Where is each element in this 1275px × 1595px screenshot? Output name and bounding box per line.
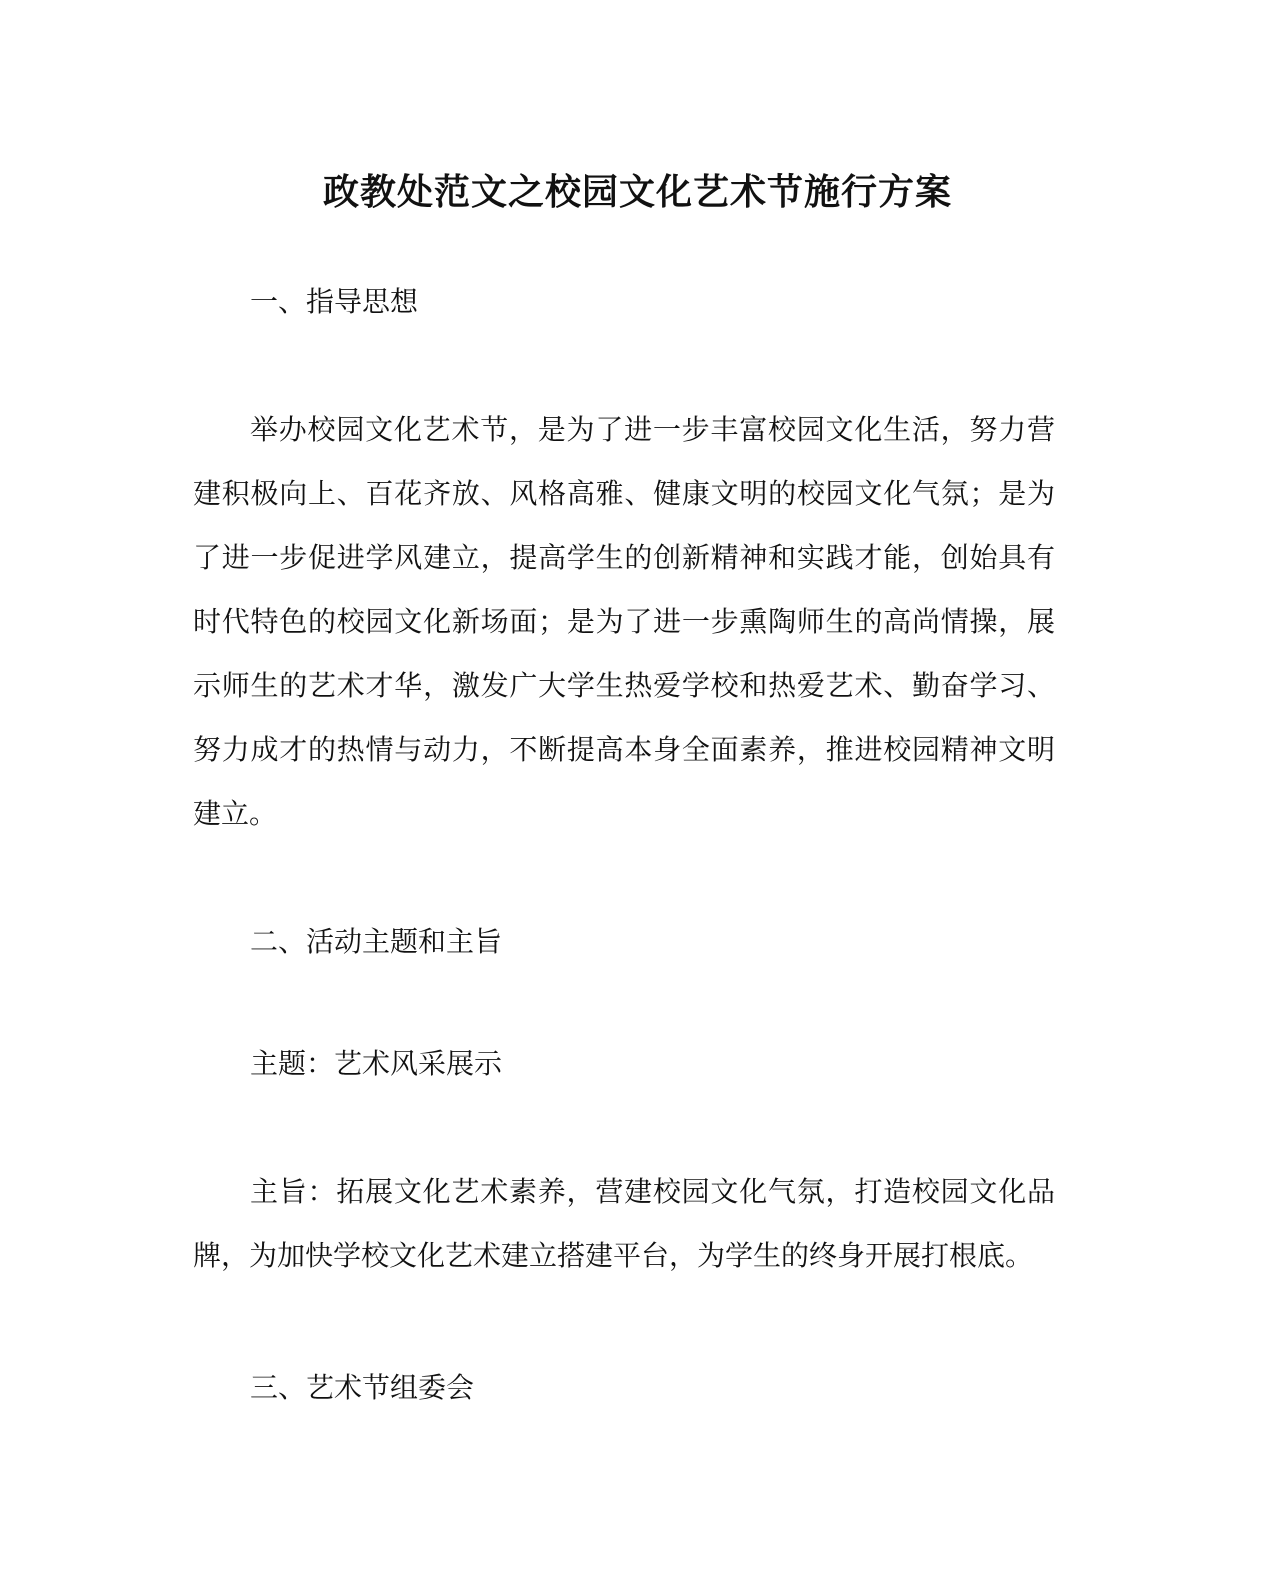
document-title: 政教处范文之校园文化艺术节施行方案 <box>322 171 952 213</box>
section-heading-organizing-committee: 三、艺术节组委会 <box>250 1371 475 1404</box>
section-paragraph-theme: 主题：艺术风采展示 <box>250 1047 503 1080</box>
section-paragraph-guiding-ideology: 举办校园文化艺术节，是为了进一步丰富校园文化生活，努力营建积极向上、百花齐放、风格高雅、健康文明的校园文化气氛；是为了进一步促进学风建立，提高学生的创新精神和实践才能，创始具有时代特色的校园文化新场面；是为了进一步熏陶师生的高尚情操，展示师生的艺术才华，激发广大学生热爱学校和热爱艺术、勤奋学习、努力成才的热情与动力，不断提高本身全面素养，推进校园精神文明建立。 <box>193 413 1055 830</box>
section-paragraph-aim: 主旨：拓展文化艺术素养，营建校园文化气氛，打造校园文化品牌，为加快学校文化艺术建立搭建平台，为学生的终身开展打根底。 <box>193 1175 1055 1272</box>
section-heading-theme-and-aim: 二、活动主题和主旨 <box>250 925 503 958</box>
section-heading-guiding-ideology: 一、指导思想 <box>250 285 419 318</box>
